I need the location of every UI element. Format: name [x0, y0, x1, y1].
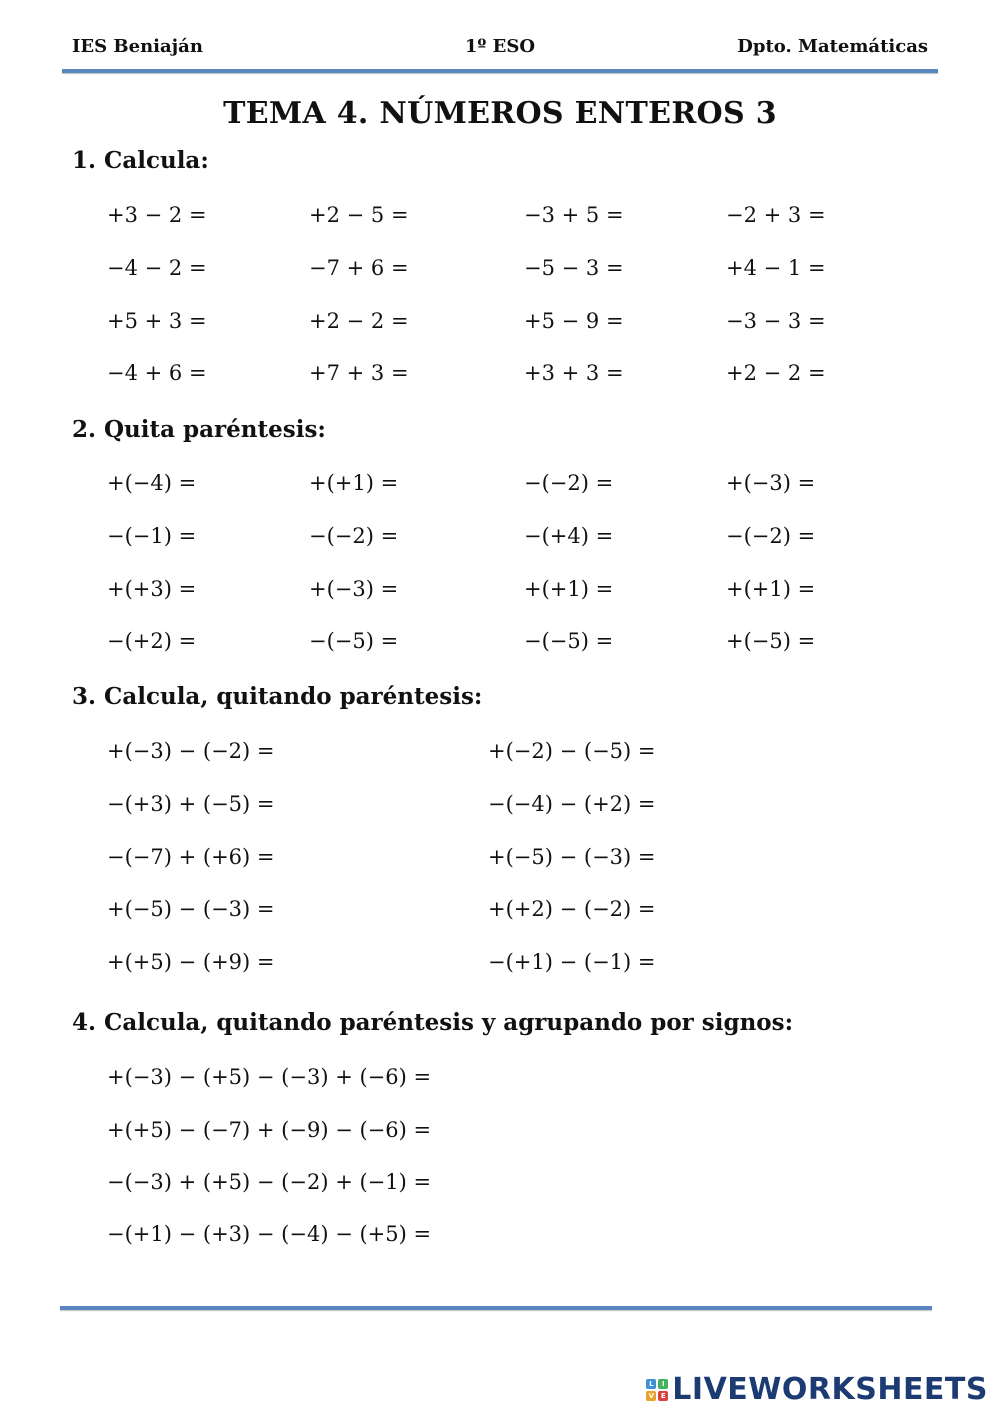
logo-letter: V [646, 1391, 656, 1401]
exercise-item: +(+5) − (−7) + (−9) − (−6) = [107, 1118, 432, 1142]
liveworksheets-logo [646, 1372, 988, 1407]
exercise-item: −3 − 3 = [726, 309, 826, 333]
logo-grid-icon [646, 1379, 668, 1401]
exercise-item: +(+3) = [107, 577, 197, 601]
footer-divider [60, 1306, 932, 1310]
exercise-item: +(−3) − (+5) − (−3) + (−6) = [107, 1065, 432, 1089]
exercise-item: +(+1) = [309, 471, 399, 495]
exercise-item: −(−5) = [309, 629, 399, 653]
exercise-item: +(−3) − (−2) = [107, 739, 275, 763]
exercise-item: +3 − 2 = [107, 203, 207, 227]
exercise-item: −5 − 3 = [524, 256, 624, 280]
section-2-heading: 2. Quita paréntesis: [72, 416, 326, 443]
exercise-item: +2 − 2 = [309, 309, 409, 333]
exercise-item: +(−2) − (−5) = [488, 739, 656, 763]
exercise-item: +(+2) − (−2) = [488, 897, 656, 921]
exercise-item: +(−3) = [309, 577, 399, 601]
exercise-item: −(+2) = [107, 629, 197, 653]
exercise-item: −4 − 2 = [107, 256, 207, 280]
exercise-item: −(+4) = [524, 524, 614, 548]
exercise-item: +2 − 2 = [726, 361, 826, 385]
section-3-heading: 3. Calcula, quitando paréntesis: [72, 683, 483, 710]
logo-text: LIVEWORKSHEETS [672, 1372, 988, 1407]
exercise-item: +(+5) − (+9) = [107, 950, 275, 974]
exercise-item: −(−2) = [726, 524, 816, 548]
exercise-item: −(−5) = [524, 629, 614, 653]
exercise-item: +(−5) − (−3) = [107, 897, 275, 921]
exercise-item: +5 − 9 = [524, 309, 624, 333]
exercise-item: −7 + 6 = [309, 256, 409, 280]
exercise-item: −(−2) = [524, 471, 614, 495]
exercise-item: −3 + 5 = [524, 203, 624, 227]
exercise-item: −(−1) = [107, 524, 197, 548]
exercise-item: +7 + 3 = [309, 361, 409, 385]
header-divider [62, 69, 938, 73]
exercise-item: −(+1) − (−1) = [488, 950, 656, 974]
exercise-item: −(−4) − (+2) = [488, 792, 656, 816]
page-title: TEMA 4. NÚMEROS ENTEROS 3 [223, 96, 777, 131]
school-name: IES Beniaján [72, 36, 203, 57]
exercise-item: +(+1) = [524, 577, 614, 601]
exercise-item: −(−7) + (+6) = [107, 845, 275, 869]
department-name: Dpto. Matemáticas [737, 36, 928, 57]
page-header [72, 36, 928, 62]
exercise-item: +4 − 1 = [726, 256, 826, 280]
exercise-item: −2 + 3 = [726, 203, 826, 227]
exercise-item: −(−3) + (+5) − (−2) + (−1) = [107, 1170, 432, 1194]
exercise-item: +(−4) = [107, 471, 197, 495]
exercise-item: +3 + 3 = [524, 361, 624, 385]
exercise-item: +(−3) = [726, 471, 816, 495]
exercise-item: −(+1) − (+3) − (−4) − (+5) = [107, 1222, 432, 1246]
section-1-heading: 1. Calcula: [72, 147, 209, 174]
section-4-heading: 4. Calcula, quitando paréntesis y agrupando por signos: [72, 1009, 794, 1036]
logo-letter: I [658, 1379, 668, 1389]
exercise-item: −(−2) = [309, 524, 399, 548]
exercise-item: −(+3) + (−5) = [107, 792, 275, 816]
exercise-item: +(+1) = [726, 577, 816, 601]
exercise-item: +2 − 5 = [309, 203, 409, 227]
logo-letter: L [646, 1379, 656, 1389]
exercise-item: +(−5) = [726, 629, 816, 653]
grade-label: 1º ESO [464, 36, 536, 57]
exercise-item: −4 + 6 = [107, 361, 207, 385]
exercise-item: +(−5) − (−3) = [488, 845, 656, 869]
exercise-item: +5 + 3 = [107, 309, 207, 333]
logo-letter: E [658, 1391, 668, 1401]
